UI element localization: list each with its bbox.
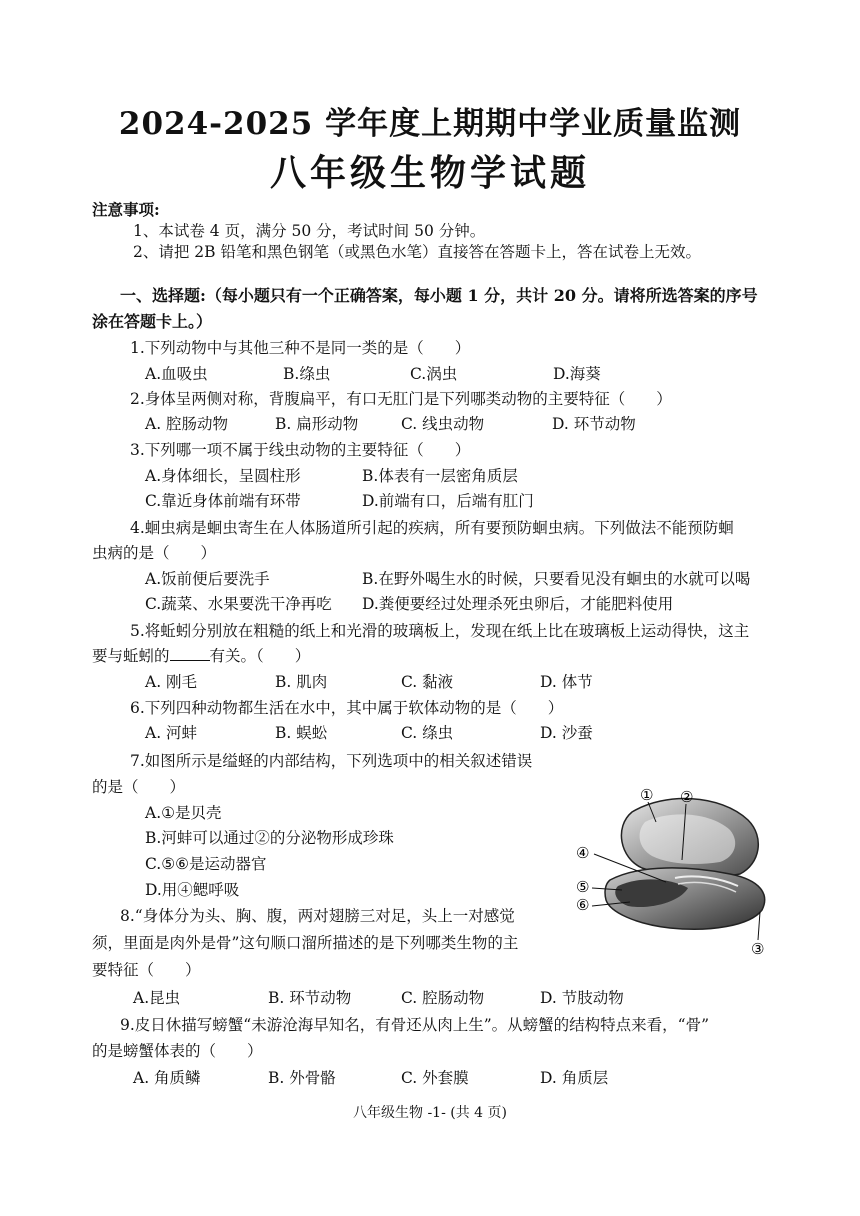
question-3-stem: 3.下列哪一项不属于线虫动物的主要特征（ ） (130, 441, 471, 459)
question-9-option-d: D. 角质层 (540, 1069, 609, 1087)
notice-item-1: 1、本试卷 4 页，满分 50 分，考试时间 50 分钟。 (133, 222, 486, 240)
question-2-option-a: A. 腔肠动物 (145, 415, 229, 433)
question-9-stem: 9.皮日休描写螃蟹“未游沧海早知名，有骨还从肉上生”。从螃蟹的结构特点来看，“骨” (120, 1016, 709, 1034)
page-footer: 八年级生物 -1- (共 4 页) (353, 1105, 507, 1121)
question-5-stem-cont (92, 646, 310, 666)
question-3-option-b: B.体表有一层密角质层 (362, 467, 518, 485)
exam-title: 2024-2025 学年度上期期中学业质量监测 (118, 106, 742, 142)
question-9-stem-cont: 的是螃蟹体表的（ ） (92, 1042, 263, 1060)
question-6-stem: 6.下列四种动物都生活在水中，其中属于软体动物的是（ ） (130, 699, 564, 717)
question-3-option-c: C.靠近身体前端有环带 (145, 492, 301, 510)
question-5-option-a: A. 刚毛 (145, 673, 198, 691)
question-4-option-c: C.蔬菜、水果要洗干净再吃 (145, 595, 332, 613)
question-1-option-a: A.血吸虫 (145, 365, 208, 383)
question-1-option-d: D.海葵 (553, 365, 601, 383)
question-7-stem: 7.如图所示是缢蛏的内部结构，下列选项中的相关叙述错误 (130, 752, 533, 770)
question-5-stem-part-2: 有关。（ ） (209, 647, 311, 665)
figure-label-1: ① (640, 786, 654, 804)
question-5-stem: 5.将蚯蚓分别放在粗糙的纸上和光滑的玻璃板上，发现在纸上比在玻璃板上运动得快，这主 (130, 622, 750, 640)
question-2-option-d: D. 环节动物 (552, 415, 636, 433)
question-8-option-c: C. 腔肠动物 (401, 989, 485, 1007)
question-2-option-b: B. 扁形动物 (275, 415, 359, 433)
section-1-instructions: 一、选择题:（每小题只有一个正确答案，每小题 1 分，共计 20 分。请将所选答案的序号 (120, 286, 758, 305)
section-1-instructions-cont: 涂在答题卡上。） (92, 312, 213, 331)
figure-label-3: ③ (751, 940, 765, 958)
exam-subtitle: 八年级生物学试题 (269, 152, 590, 194)
question-7-option-a: A.①是贝壳 (145, 804, 222, 822)
notice-heading: 注意事项: (92, 200, 160, 219)
question-8-option-b: B. 环节动物 (268, 989, 352, 1007)
question-5-stem-part-1: 要与蚯蚓的 (92, 647, 170, 665)
question-1-stem: 1.下列动物中与其他三种不是同一类的是（ ） (130, 339, 471, 357)
razor-clam-figure (570, 782, 780, 962)
question-6-option-c: C. 绦虫 (401, 724, 454, 742)
question-7-option-d: D.用④鳃呼吸 (145, 881, 240, 899)
question-8-stem-cont-1: 须，里面是肉外是骨”这句顺口溜所描述的是下列哪类生物的主 (92, 934, 519, 952)
question-6-option-a: A. 河蚌 (145, 724, 198, 742)
question-4-option-b: B.在野外喝生水的时候，只要看见没有蛔虫的水就可以喝 (362, 570, 751, 588)
question-4-stem-cont: 虫病的是（ ） (92, 544, 217, 562)
notice-item-2: 2、请把 2B 铅笔和黑色钢笔（或黑色水笔）直接答在答题卡上，答在试卷上无效。 (133, 243, 701, 261)
question-7-option-b: B.河蚌可以通过②的分泌物形成珍珠 (145, 829, 394, 847)
question-4-option-d: D.粪便要经过处理杀死虫卵后，才能肥料使用 (362, 595, 674, 613)
question-2-option-c: C. 线虫动物 (401, 415, 485, 433)
question-5-option-c: C. 黏液 (401, 673, 454, 691)
figure-label-2: ② (680, 788, 694, 806)
answer-blank (170, 646, 210, 661)
figure-label-6: ⑥ (576, 896, 590, 914)
figure-label-5: ⑤ (576, 878, 590, 896)
question-6-option-d: D. 沙蚕 (540, 724, 593, 742)
question-1-option-b: B.绦虫 (283, 365, 331, 383)
question-7-option-c: C.⑤⑥是运动器官 (145, 855, 267, 873)
question-8-option-a: A.昆虫 (133, 989, 181, 1007)
figure-label-4: ④ (576, 844, 590, 862)
question-5-option-d: D. 体节 (540, 673, 593, 691)
question-9-option-a: A. 角质鳞 (133, 1069, 201, 1087)
question-8-option-d: D. 节肢动物 (540, 989, 624, 1007)
question-3-option-a: A.身体细长，呈圆柱形 (145, 467, 301, 485)
question-8-stem: 8.“身体分为头、胸、腹，两对翅膀三对足，头上一对感觉 (120, 907, 515, 925)
razor-clam-illustration (570, 782, 780, 962)
question-3-option-d: D.前端有口，后端有肛门 (362, 492, 534, 510)
question-4-option-a: A.饭前便后要洗手 (145, 570, 270, 588)
question-2-stem: 2.身体呈两侧对称，背腹扁平，有口无肛门是下列哪类动物的主要特征（ ） (130, 390, 672, 408)
question-1-option-c: C.涡虫 (410, 365, 458, 383)
question-5-option-b: B. 肌肉 (275, 673, 328, 691)
question-8-stem-cont-2: 要特征（ ） (92, 961, 201, 979)
question-6-option-b: B. 蜈蚣 (275, 724, 328, 742)
question-7-stem-cont: 的是（ ） (92, 778, 186, 796)
question-9-option-c: C. 外套膜 (401, 1069, 469, 1087)
question-4-stem: 4.蛔虫病是蛔虫寄生在人体肠道所引起的疾病，所有要预防蛔虫病。下列做法不能预防蛔 (130, 519, 734, 537)
question-9-option-b: B. 外骨骼 (268, 1069, 336, 1087)
